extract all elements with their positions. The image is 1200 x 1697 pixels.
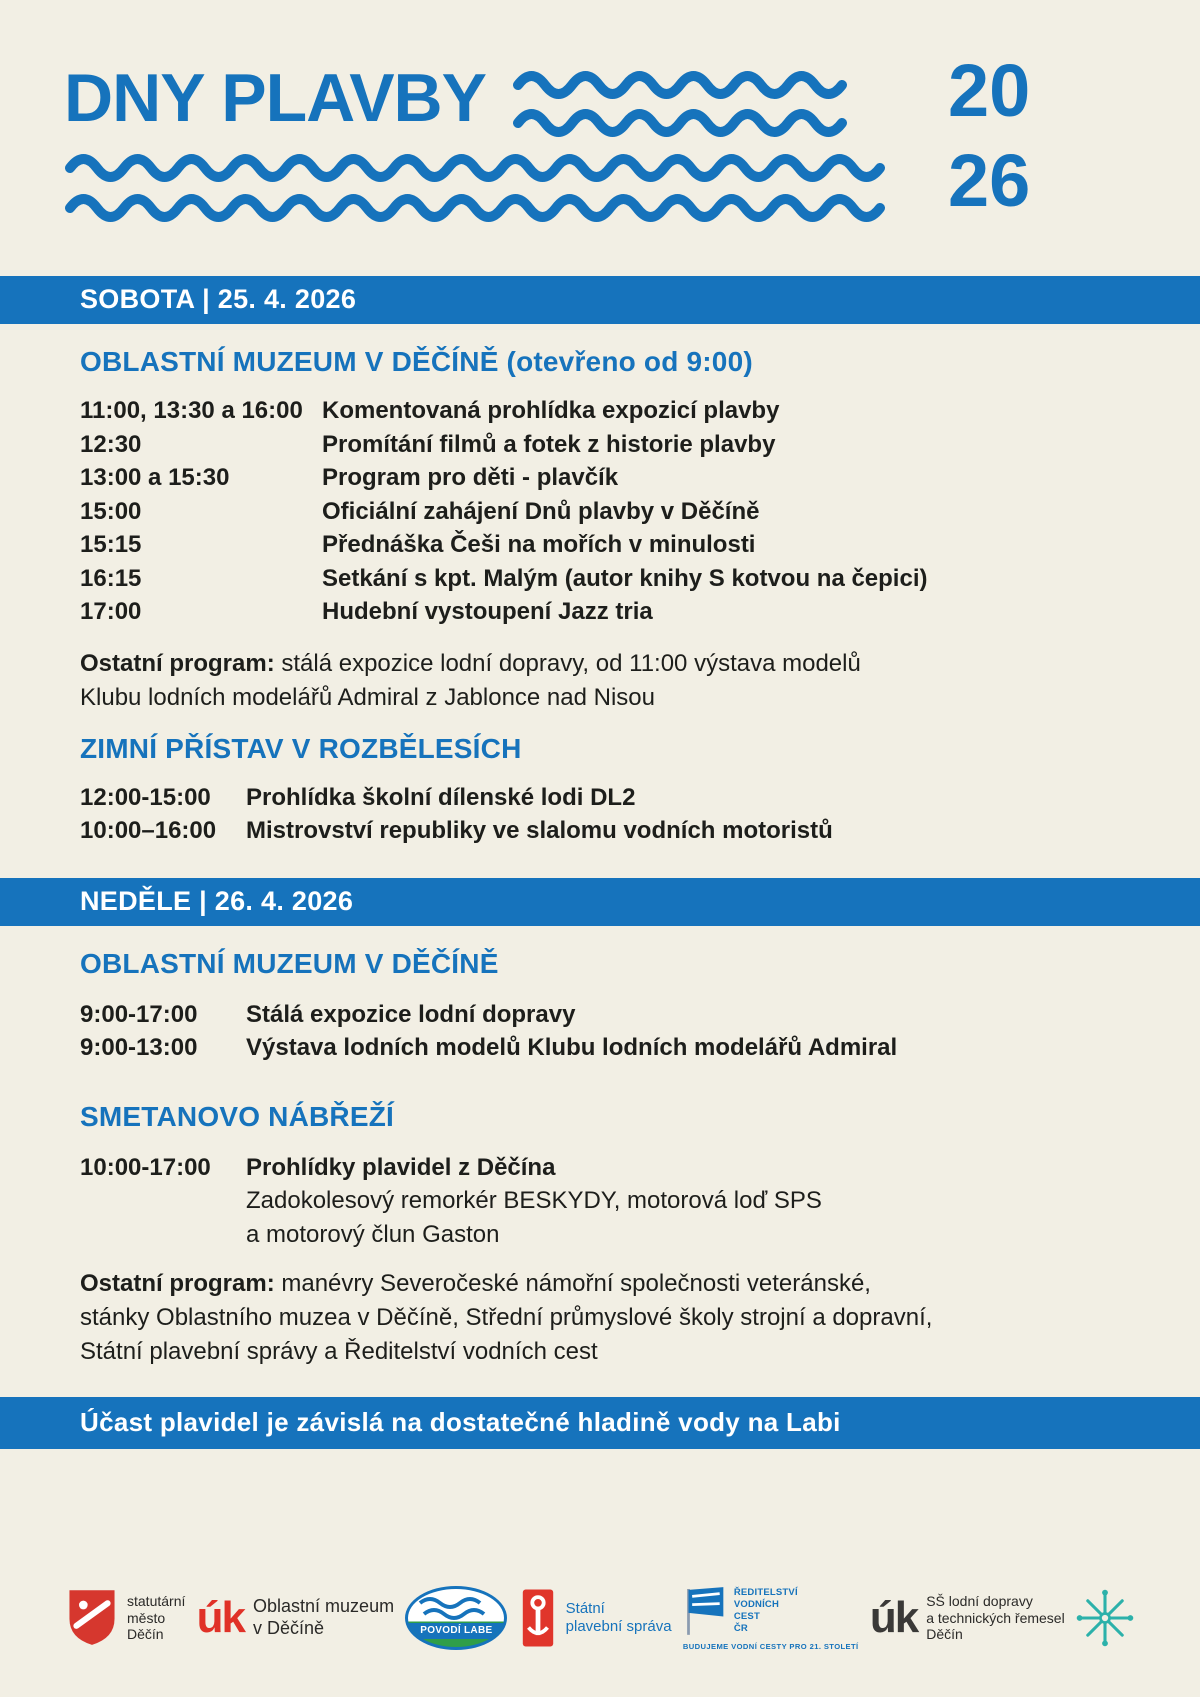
schedule-row — [80, 394, 1120, 428]
year-bottom: 26 — [948, 139, 1031, 222]
sunday-embankment-schedule — [80, 1151, 1120, 1252]
other-program-text-line: Státní plavební správy a Ředitelství vodních cest — [80, 1338, 598, 1365]
event-title: Komentovaná prohlídka expozicí plavby — [322, 397, 780, 424]
waterways-directorate-label: ŘEDITELSTVÍ VODNÍCH CEST ČR — [733, 1587, 798, 1634]
shipping-school-logo — [870, 1593, 1065, 1643]
schedule-row — [80, 562, 1120, 596]
compass-star-icon — [1076, 1589, 1134, 1647]
other-program-text-line: Klubu lodních modelářů Admiral z Jablonce nad Nisou — [80, 683, 656, 711]
title-row — [64, 52, 910, 144]
year-block — [948, 49, 1031, 224]
event-time: 9:00-17:00 — [80, 1000, 198, 1028]
usti-region-logo-icon: úk — [869, 1592, 918, 1642]
water-waves-icon — [418, 1595, 498, 1621]
water-level-notice-banner: Účast plavidel je závislá na dostatečné hladině vody na Labi — [0, 1397, 1200, 1449]
sunday-other-program — [80, 1267, 1090, 1369]
schedule-row — [80, 1031, 1120, 1065]
saturday-content — [0, 324, 1200, 848]
schedule-row — [80, 1151, 1120, 1252]
event-time: 12:00-15:00 — [80, 783, 211, 811]
event-time: 10:00-17:00 — [80, 1153, 211, 1181]
state-navigation-authority-logo — [519, 1587, 672, 1649]
event-title: Mistrovství republiky ve slalomu vodních motoristů — [246, 817, 833, 844]
event-time: 13:00 a 15:30 — [80, 464, 230, 491]
saturday-other-program — [80, 647, 1090, 715]
decin-crest-icon — [66, 1587, 118, 1649]
event-title: Oficiální zahájení Dnů plavby v Děčíně — [322, 497, 760, 525]
event-title: Program pro děti - plavčík — [322, 464, 619, 491]
event-title: Hudební vystoupení Jazz tria — [322, 598, 653, 625]
event-detail: Zadokolesový remorkér BESKYDY, motorová loď SPS — [246, 1187, 822, 1214]
decin-city-label: statutární město Děčín — [127, 1593, 186, 1643]
event-title: Prohlídky plavidel z Děčína — [246, 1153, 556, 1181]
saturday-harbor-heading: ZIMNÍ PŘÍSTAV V ROZBĚLESÍCH — [80, 732, 522, 764]
event-detail: a motorový člun Gaston — [246, 1220, 500, 1248]
event-title: Přednáška Češi na mořích v minulosti — [322, 531, 756, 558]
sponsor-footer — [0, 1585, 1200, 1697]
poster-header — [0, 0, 1200, 224]
schedule-row — [80, 461, 1120, 495]
other-program-text-line: stánky Oblastního muzea v Děčíně, Střední průmyslové školy strojní a dopravní, — [80, 1304, 933, 1331]
waterways-directorate-tagline: BUDUJEME VODNÍ CESTY PRO 21. STOLETÍ — [682, 1642, 859, 1651]
waterways-directorate-logo — [683, 1585, 859, 1651]
event-title: Výstava lodních modelů Klubu lodních modelářů Admiral — [246, 1034, 898, 1061]
event-title: Stálá expozice lodní dopravy — [246, 1000, 576, 1028]
saturday-museum-heading: OBLASTNÍ MUZEUM V DĚČÍNĚ (otevřeno od 9:00) — [80, 346, 753, 377]
schedule-row — [80, 528, 1120, 562]
saturday-banner: SOBOTA | 25. 4. 2026 — [0, 276, 1200, 324]
event-title: Setkání s kpt. Malým (autor knihy S kotvou na čepici) — [322, 564, 928, 592]
wave-icon — [512, 63, 868, 101]
state-navigation-authority-label: Státní plavební správa — [565, 1600, 672, 1635]
saturday-museum-schedule — [80, 394, 1120, 629]
povodi-labe-label: POVODÍ LABE — [408, 1623, 504, 1639]
sunday-banner: NEDĚLE | 26. 4. 2026 — [0, 878, 1200, 926]
event-time: 12:30 — [80, 430, 142, 458]
other-program-text-line: manévry Severočeské námořní společnosti veteránské, — [281, 1270, 871, 1297]
poster-title: DNY PLAVBY — [64, 60, 487, 136]
wave-graphic-small — [512, 57, 868, 139]
waterways-directorate-top — [683, 1585, 798, 1637]
schedule-row — [80, 595, 1120, 629]
sunday-museum-schedule — [80, 998, 1120, 1065]
sunday-embankment-heading: SMETANOVO NÁBŘEŽÍ — [80, 1100, 394, 1132]
event-time: 15:00 — [80, 497, 142, 525]
event-time: 15:15 — [80, 531, 142, 558]
saturday-harbor-schedule — [80, 781, 1120, 848]
other-program-text-line: stálá expozice lodní dopravy, od 11:00 výstava modelů — [281, 649, 861, 677]
event-title: Promítání filmů a fotek z historie plavby — [322, 430, 776, 458]
wave-icon — [64, 186, 894, 224]
navigation-authority-icon — [519, 1587, 557, 1649]
schedule-row — [80, 998, 1120, 1032]
other-program-label: Ostatní program: — [80, 1270, 275, 1297]
schedule-row — [80, 495, 1120, 529]
povodi-labe-logo — [405, 1586, 507, 1650]
wave-icon — [64, 146, 894, 184]
event-time: 16:15 — [80, 564, 142, 592]
sunday-content — [0, 926, 1200, 1370]
schedule-row — [80, 428, 1120, 462]
logo-row — [66, 1585, 1134, 1651]
event-time: 10:00–16:00 — [80, 817, 217, 844]
other-program-label: Ostatní program: — [80, 649, 275, 677]
schedule-row — [80, 814, 1120, 848]
wave-icon — [512, 101, 868, 139]
header-left — [64, 52, 910, 224]
event-time: 17:00 — [80, 598, 142, 625]
usti-region-logo-icon: úk — [196, 1593, 245, 1642]
shipping-school-label: SŠ lodní dopravy a technických řemesel Děčín — [926, 1593, 1065, 1643]
event-block — [246, 1151, 1120, 1252]
decin-city-logo — [66, 1587, 185, 1649]
schedule-row — [80, 781, 1120, 815]
regional-museum-label: Oblastní muzeum v Děčíně — [253, 1596, 395, 1638]
regional-museum-logo — [196, 1593, 395, 1642]
year-top: 20 — [948, 49, 1031, 132]
event-title: Prohlídka školní dílenské lodi DL2 — [246, 783, 636, 811]
event-time: 9:00-13:00 — [80, 1034, 198, 1061]
waterway-flag-icon — [683, 1585, 727, 1637]
sunday-museum-heading: OBLASTNÍ MUZEUM V DĚČÍNĚ — [80, 947, 499, 979]
event-time: 11:00, 13:30 a 16:00 — [80, 397, 303, 424]
